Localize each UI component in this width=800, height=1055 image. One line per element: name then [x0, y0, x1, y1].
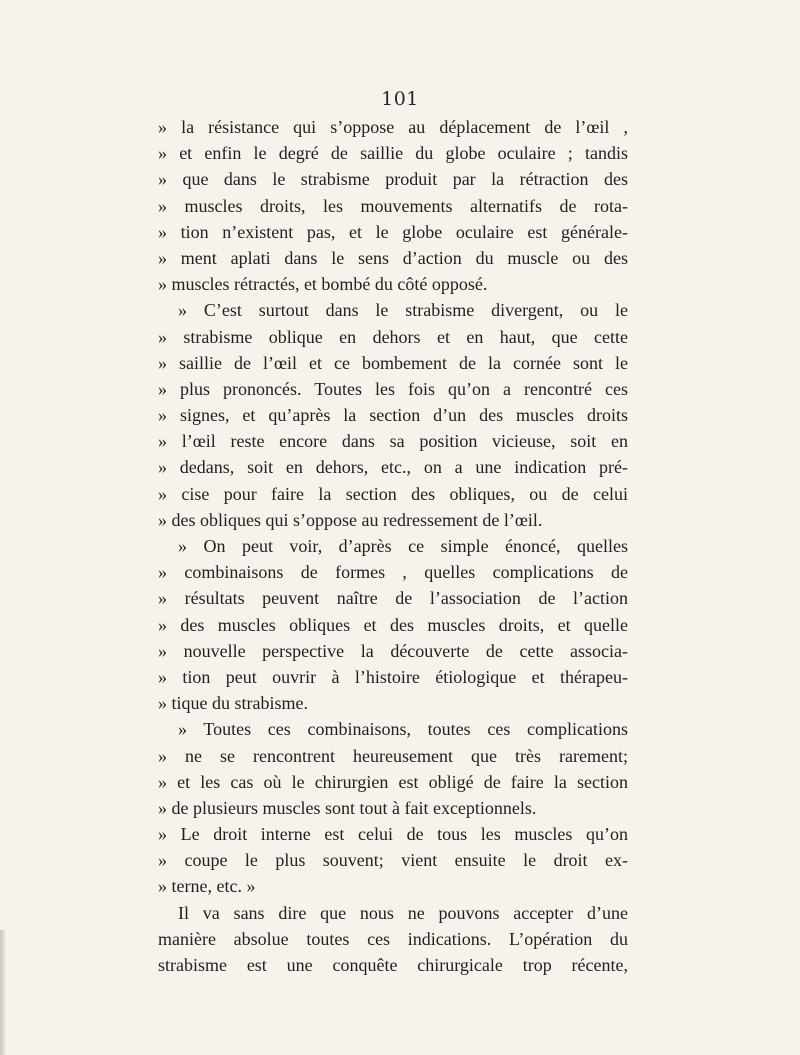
text-line: » On peut voir, d’après ce simple énoncé, quelles — [178, 536, 628, 556]
text-line: » nouvelle perspective la découverte de cette associa- — [158, 640, 628, 661]
text-line: » Toutes ces combinaisons, toutes ces complications — [178, 719, 628, 740]
text-line: » tion peut ouvrir à l’histoire étiologique et thérapeu- — [158, 666, 628, 687]
page-number: 101 — [381, 88, 419, 110]
text-line: » muscles droits, les mouvements alternatifs de rota- — [158, 195, 628, 216]
text-line: » plus prononcés. Toutes les fois qu’on a rencontré ces — [158, 378, 628, 399]
text-line: » et enfin le degré de saillie du globe oculaire ; tandis — [158, 143, 628, 164]
text-line: » Le droit interne est celui de tous les muscles qu’on — [158, 824, 628, 845]
text-line: » strabisme oblique en dehors et en haut, que cette — [158, 326, 628, 347]
text-line: » ment aplati dans le sens d’action du muscle ou des — [158, 247, 628, 268]
text-line: » saillie de l’œil et ce bombement de la cornée sont le — [158, 352, 628, 373]
text-line: » et les cas où le chirurgien est obligé de faire la section — [158, 771, 628, 792]
text-line: » signes, et qu’après la section d’un des muscles droits — [158, 405, 628, 426]
text-line: » dedans, soit en dehors, etc., on a une indication pré- — [158, 457, 628, 478]
text-line: » résultats peuvent naître de l’association de l’action — [158, 588, 628, 609]
text-line: » des muscles obliques et des muscles droits, et quelle — [158, 614, 628, 635]
text-line: » des obliques qui s’oppose au redressement de l’œil. — [158, 509, 543, 530]
text-line: » coupe le plus souvent; vient ensuite le droit ex- — [158, 850, 628, 871]
text-line: » ne se rencontrent heureusement que très rarement; — [158, 745, 628, 766]
text-line: » de plusieurs muscles sont tout à fait exceptionnels. — [158, 797, 537, 818]
text-line: » combinaisons de formes , quelles complications de — [158, 562, 628, 583]
text-line: strabisme est une conquête chirurgicale trop récente, — [158, 955, 628, 975]
text-line: manière absolue toutes ces indications. L’opération du — [158, 928, 628, 949]
text-line: » la résistance qui s’oppose au déplacement de l’œil , — [158, 117, 628, 137]
text-line: » que dans le strabisme produit par la rétraction des — [158, 169, 628, 190]
text-line: » l’œil reste encore dans sa position vicieuse, soit en — [158, 431, 628, 452]
text-line: » tion n’existent pas, et le globe oculaire est générale- — [158, 221, 628, 242]
text-line: » C’est surtout dans le strabisme divergent, ou le — [178, 300, 628, 321]
text-line: » cise pour faire la section des obliques, ou de celui — [158, 483, 628, 504]
text-line: » muscles rétractés, et bombé du côté opposé. — [158, 274, 488, 295]
body-text — [158, 114, 628, 978]
text-line: » terne, etc. » — [158, 876, 256, 897]
page-edge-shadow — [0, 930, 6, 1055]
text-line: » tique du strabisme. — [158, 693, 308, 714]
text-line: Il va sans dire que nous ne pouvons accepter d’une — [178, 902, 628, 923]
